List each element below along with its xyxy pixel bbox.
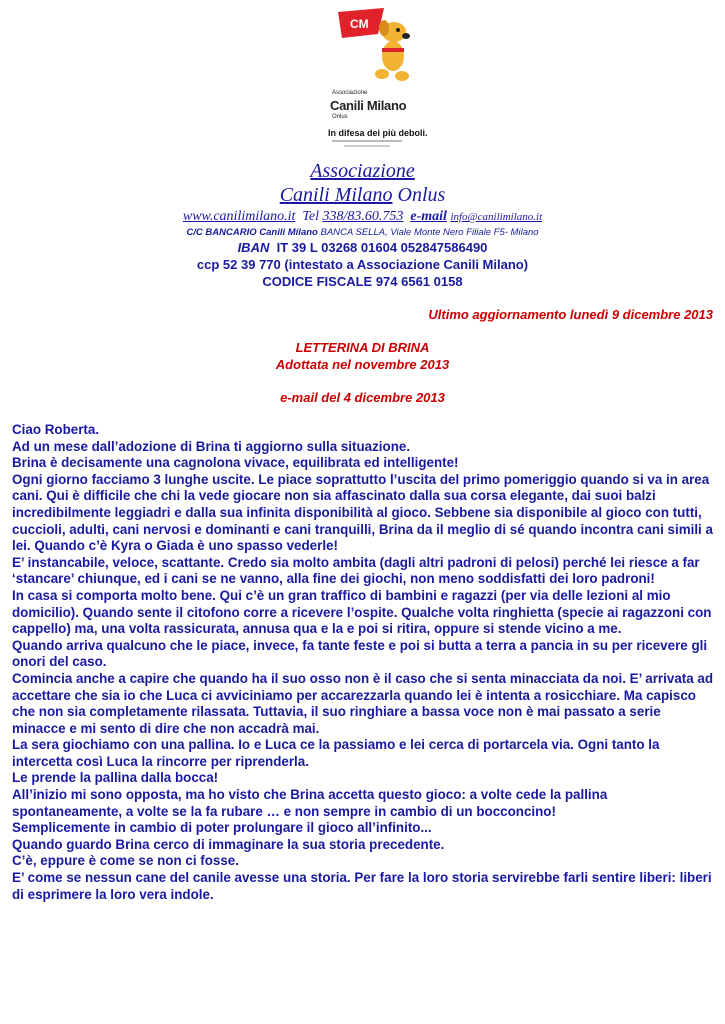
body-paragraph: Ad un mese dall’adozione di Brina ti aggiorno sulla situazione.: [12, 438, 411, 454]
logo-associazione: Associazione: [332, 90, 368, 96]
body-paragraph: All’inizio mi sono opposta, ma ho visto che Brina accetta questo gioco: a volte cede la pallina spontaneamente, a volte se la fa rubare … e non sempre in cambio di un bocconcino!: [12, 787, 608, 819]
body-paragraph: E’ come se nessun cane del canile avesse una storia. Per fare la loro storia servirebbe farli sentire liberi: liberi di esprimere la loro vera indole.: [12, 870, 712, 902]
logo-motto: In difesa dei più deboli.: [328, 128, 428, 138]
body-paragraph: La sera giochiamo con una pallina. Io e Luca ce la passiamo e lei cerca di portarcela via. Ogni tanto la intercetta così Luca la rincorre per riprenderla.: [12, 737, 660, 769]
org-title: Associazione: [310, 160, 415, 182]
logo-fine-print-2: [344, 145, 390, 147]
dog-icon: [368, 16, 418, 86]
letter-subtitle: Adottata nel novembre 2013: [275, 357, 450, 372]
tel-label: Tel: [302, 209, 319, 224]
letter-body: [12, 422, 717, 903]
body-paragraph: Ciao Roberta.: [12, 422, 100, 437]
body-paragraph: Quando arriva qualcuno che le piace, invece, fa tante feste e poi si butta a terra a pancia in su per ricevere gli onori del caso.: [12, 637, 708, 670]
bank-details: BANCA SELLA, Viale Monte Nero Filiale F5- Milano: [317, 227, 539, 238]
email-link[interactable]: info@canilimilano.it: [450, 211, 543, 223]
body-paragraph: Semplicemente in cambio di poter prolungare il gioco all’infinito...: [12, 820, 432, 836]
association-logo: [298, 6, 428, 156]
org-subtitle: [0, 184, 725, 207]
iban-line: [0, 240, 725, 255]
body-paragraph: Quando guardo Brina cerco di immaginare la sua storia precedente.: [12, 836, 445, 852]
iban-value: IT 39 L 03268 01604 052847586490: [276, 240, 488, 255]
ccp-line: ccp 52 39 770 (intestato a Associazione Canili Milano): [196, 257, 529, 272]
body-paragraph: In casa si comporta molto bene. Qui c’è un gran traffico di bambini e ragazzi (per via delle lezioni al mio domicilio). Quando sente il citofono corre a ricevere l’ospite. Qualche volta ringhietta (specie ai ragazzoni con cappello) ma, una volta rassicurata, annusa qua e la e poi si ritira, oppure si stende vicino a me.: [12, 587, 712, 637]
bank-label: C/C BANCARIO Canili Milano: [186, 227, 318, 238]
website-link[interactable]: www.canilimilano.it: [182, 209, 296, 224]
body-paragraph: E’ instancabile, veloce, scattante. Credo sia molto ambita (dagli altri padroni di pelosi) perché lei riesce a far ‘stancare’ chiunque, ed i cani se ne vanno, alla fine dei giochi, non meno soddisfatti dei loro padroni!: [12, 554, 700, 587]
iban-label: IBAN: [237, 240, 270, 255]
bank-line: [0, 227, 725, 238]
email-label: e-mail: [410, 209, 447, 224]
logo-flag-text: CM: [350, 17, 369, 31]
logo-fine-print: [332, 140, 402, 142]
body-paragraph: Brina è decisamente una cagnolona vivace, equilibrata ed intelligente!: [12, 455, 459, 471]
last-update: Ultimo aggiornamento lunedì 9 dicembre 2013: [428, 307, 713, 322]
logo-canili-milano: Canili Milano: [330, 98, 407, 113]
body-paragraph: Ogni giorno facciamo 3 lunghe uscite. Le piace soprattutto l’uscita del primo pomeriggio quando si va in area cani. Qui è difficile che chi la vede giocare non sia affascinato dalla sua corsa elegante, dai suoi balzi incredibilmente leggiadri e dalla sua infinita disponibilità al gioco. Sebbene sia disponibile al gioco con tutti, cuccioli, adulti, cani nervosi e dominanti e cani tranquilli, Brina da il meglio di sé quando incontra cani simili a lei. Quando c’è Kyra o Giada è uno spasso vederle!: [12, 471, 713, 554]
body-paragraph: Le prende la pallina dalla bocca!: [12, 770, 219, 786]
body-paragraph: C’è, eppure è come se non ci fosse.: [12, 853, 239, 869]
letter-title: LETTERINA DI BRINA: [295, 340, 430, 355]
email-date: e-mail del 4 dicembre 2013: [280, 390, 445, 405]
body-paragraph: Comincia anche a capire che quando ha il suo osso non è il caso che si senta minacciata da noi. E’ arrivata ad accettare che sia io che Luca ci avviciniamo per accarezzarla quando lei è intenta a rosicchiare. Ma capisco che non sia completamente rilassata. Tuttavia, il suo ringhiare a bassa voce non è mai passato a serie minacce e mi sento di dire che non accadrà mai.: [12, 670, 714, 736]
codice-fiscale: CODICE FISCALE 974 6561 0158: [262, 274, 463, 289]
org-onlus: Onlus: [392, 184, 446, 206]
logo-onlus: Onlus: [332, 114, 348, 120]
org-name: Canili Milano: [279, 184, 393, 206]
tel-number: 338/83.60.753: [322, 209, 404, 224]
contact-line: [0, 209, 725, 225]
